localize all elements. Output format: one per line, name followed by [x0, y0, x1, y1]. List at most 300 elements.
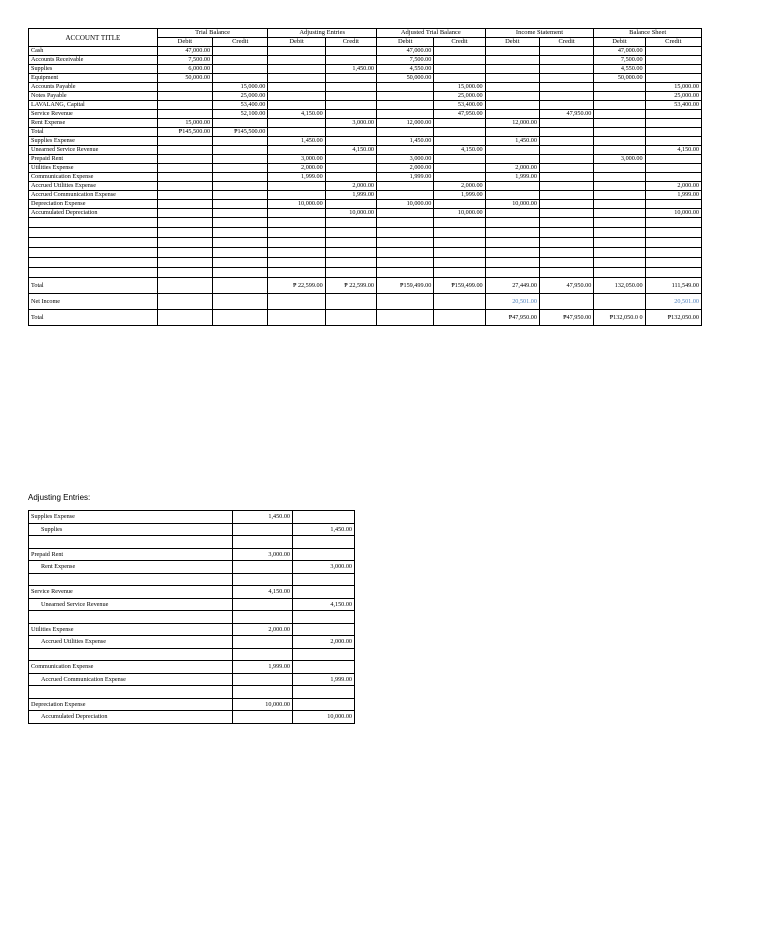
amount-cell: 1,999.00 — [325, 191, 376, 200]
amount-cell — [539, 128, 593, 137]
blank-cell — [539, 268, 593, 278]
account-title-cell: Cash — [29, 47, 158, 56]
amount-cell: 52,100.00 — [213, 110, 268, 119]
amount-cell: 1,450.00 — [325, 65, 376, 74]
amount-cell — [539, 47, 593, 56]
amount-cell — [268, 74, 325, 83]
amount-cell: ₱159,499.00 — [434, 278, 485, 294]
amount-cell — [213, 294, 268, 310]
journal-debit-row — [29, 511, 355, 524]
account-title-cell: Communication Expense — [29, 173, 158, 182]
amount-cell — [325, 200, 376, 209]
account-title-cell: Depreciation Expense — [29, 200, 158, 209]
worksheet-row — [29, 92, 702, 101]
amount-cell: ₱ 22,599.00 — [268, 278, 325, 294]
blank-cell — [213, 238, 268, 248]
amount-cell — [434, 56, 485, 65]
account-title-cell: Prepaid Rent — [29, 155, 158, 164]
amount-cell — [485, 65, 539, 74]
credit-amount-cell: 2,000.00 — [293, 636, 355, 649]
blank-cell — [539, 218, 593, 228]
blank-cell — [594, 228, 645, 238]
amount-cell — [213, 119, 268, 128]
amount-cell: 3,000.00 — [377, 155, 434, 164]
blank-cell — [268, 248, 325, 258]
blank-cell — [157, 268, 212, 278]
credit-amount-cell: 1,999.00 — [293, 673, 355, 686]
amount-cell — [268, 47, 325, 56]
amount-cell: 20,501.00 — [485, 294, 539, 310]
amount-cell: 2,000.00 — [268, 164, 325, 173]
empty-cell — [233, 673, 293, 686]
empty-cell — [233, 561, 293, 574]
journal-blank-row — [29, 611, 355, 624]
amount-cell — [645, 119, 701, 128]
amount-cell — [268, 119, 325, 128]
amount-cell — [268, 83, 325, 92]
blank-cell — [594, 258, 645, 268]
blank-cell — [485, 258, 539, 268]
amount-cell: 12,000.00 — [485, 119, 539, 128]
journal-debit-row — [29, 586, 355, 599]
amount-cell — [434, 173, 485, 182]
amount-cell — [539, 92, 593, 101]
blank-cell — [29, 248, 158, 258]
amount-cell — [434, 164, 485, 173]
amount-cell — [539, 164, 593, 173]
adjusting-entries-header: Adjusting Entries — [268, 29, 377, 38]
account-title-cell: LAVALANG, Capital — [29, 101, 158, 110]
journal-blank-row — [29, 686, 355, 699]
worksheet-row — [29, 110, 702, 119]
blank-cell — [268, 218, 325, 228]
blank-cell — [325, 228, 376, 238]
blank-cell — [157, 258, 212, 268]
amount-cell — [268, 310, 325, 326]
amount-cell — [157, 209, 212, 218]
account-title-cell: Accounts Payable — [29, 83, 158, 92]
amount-cell — [157, 137, 212, 146]
journal-credit-row — [29, 523, 355, 536]
amount-cell: 15,000.00 — [213, 83, 268, 92]
blank-cell — [645, 218, 701, 228]
blank-cell — [645, 268, 701, 278]
journal-blank-row — [29, 536, 355, 549]
credit-account-cell: Accrued Communication Expense — [29, 673, 233, 686]
amount-cell: ₱145,500.00 — [213, 128, 268, 137]
amount-cell — [268, 209, 325, 218]
account-title-cell: Service Revenue — [29, 110, 158, 119]
amount-cell — [539, 101, 593, 110]
credit-column-header: Credit — [434, 38, 485, 47]
empty-cell — [233, 523, 293, 536]
amount-cell — [268, 146, 325, 155]
amount-cell — [539, 119, 593, 128]
amount-cell — [539, 146, 593, 155]
amount-cell — [485, 155, 539, 164]
amount-cell — [325, 110, 376, 119]
amount-cell — [157, 200, 212, 209]
journal-debit-row — [29, 698, 355, 711]
amount-cell — [645, 128, 701, 137]
amount-cell — [325, 164, 376, 173]
amount-cell — [645, 137, 701, 146]
amount-cell — [213, 65, 268, 74]
amount-cell — [325, 83, 376, 92]
amount-cell — [645, 74, 701, 83]
amount-cell: ₱145,500.00 — [157, 128, 212, 137]
amount-cell — [268, 65, 325, 74]
amount-cell: 47,000.00 — [594, 47, 645, 56]
blank-cell — [213, 248, 268, 258]
blank-cell — [157, 248, 212, 258]
trial-balance-header: Trial Balance — [157, 29, 268, 38]
adjusting-entries-table — [28, 510, 355, 724]
amount-cell — [594, 209, 645, 218]
amount-cell — [325, 56, 376, 65]
amount-cell — [377, 128, 434, 137]
amount-cell — [539, 56, 593, 65]
amount-cell — [485, 110, 539, 119]
blank-cell — [645, 258, 701, 268]
empty-cell — [29, 648, 233, 661]
amount-cell — [213, 191, 268, 200]
credit-account-cell: Supplies — [29, 523, 233, 536]
amount-cell: ₱47,950.00 — [539, 310, 593, 326]
worksheet-row — [29, 182, 702, 191]
blank-cell — [434, 268, 485, 278]
blank-cell — [268, 238, 325, 248]
amount-cell — [213, 74, 268, 83]
amount-cell — [213, 56, 268, 65]
amount-cell: 15,000.00 — [645, 83, 701, 92]
amount-cell — [645, 65, 701, 74]
debit-column-header: Debit — [268, 38, 325, 47]
debit-amount-cell: 10,000.00 — [233, 698, 293, 711]
amount-cell: 27,449.00 — [485, 278, 539, 294]
blank-cell — [325, 258, 376, 268]
amount-cell: 50,000.00 — [377, 74, 434, 83]
amount-cell: 2,000.00 — [325, 182, 376, 191]
empty-cell — [233, 686, 293, 699]
blank-cell — [213, 228, 268, 238]
amount-cell — [377, 146, 434, 155]
amount-cell — [645, 200, 701, 209]
amount-cell: 47,000.00 — [377, 47, 434, 56]
amount-cell — [268, 182, 325, 191]
empty-cell — [233, 648, 293, 661]
blank-cell — [377, 238, 434, 248]
blank-cell — [434, 258, 485, 268]
blank-cell — [434, 218, 485, 228]
amount-cell — [213, 164, 268, 173]
amount-cell — [594, 182, 645, 191]
empty-cell — [233, 611, 293, 624]
blank-cell — [157, 238, 212, 248]
amount-cell — [377, 110, 434, 119]
amount-cell: 6,000.00 — [157, 65, 212, 74]
account-title-cell: Unearned Service Revenue — [29, 146, 158, 155]
amount-cell: 3,000.00 — [268, 155, 325, 164]
amount-cell: ₱ 22,599.00 — [325, 278, 376, 294]
credit-amount-cell: 3,000.00 — [293, 561, 355, 574]
account-title-cell: Net Income — [29, 294, 158, 310]
amount-cell — [157, 155, 212, 164]
amount-cell — [594, 92, 645, 101]
amount-cell: 4,550.00 — [377, 65, 434, 74]
amount-cell — [377, 83, 434, 92]
blank-row — [29, 258, 702, 268]
blank-cell — [325, 218, 376, 228]
amount-cell — [594, 173, 645, 182]
amount-cell: 47,950.00 — [434, 110, 485, 119]
amount-cell: ₱159,499.00 — [377, 278, 434, 294]
credit-amount-cell: 1,450.00 — [293, 523, 355, 536]
empty-cell — [233, 536, 293, 549]
blank-cell — [377, 258, 434, 268]
amount-cell: 111,549.00 — [645, 278, 701, 294]
empty-cell — [29, 573, 233, 586]
blank-cell — [213, 268, 268, 278]
amount-cell — [539, 74, 593, 83]
amount-cell: 2,000.00 — [434, 182, 485, 191]
amount-cell — [213, 137, 268, 146]
amount-cell — [434, 128, 485, 137]
total-row — [29, 278, 702, 294]
amount-cell — [434, 47, 485, 56]
worksheet-table — [28, 28, 702, 326]
amount-cell: 15,000.00 — [434, 83, 485, 92]
amount-cell: 47,950.00 — [539, 278, 593, 294]
amount-cell: 1,999.00 — [434, 191, 485, 200]
debit-amount-cell: 3,000.00 — [233, 548, 293, 561]
amount-cell — [485, 182, 539, 191]
blank-cell — [485, 268, 539, 278]
empty-cell — [293, 648, 355, 661]
amount-cell — [325, 101, 376, 110]
empty-cell — [293, 686, 355, 699]
worksheet-row — [29, 155, 702, 164]
net-income-row — [29, 294, 702, 310]
amount-cell: 2,000.00 — [377, 164, 434, 173]
account-title-cell: Total — [29, 310, 158, 326]
amount-cell: 1,450.00 — [377, 137, 434, 146]
amount-cell — [377, 191, 434, 200]
amount-cell: 47,950.00 — [539, 110, 593, 119]
balance-sheet-header: Balance Sheet — [594, 29, 702, 38]
amount-cell — [213, 155, 268, 164]
amount-cell — [485, 191, 539, 200]
amount-cell — [157, 83, 212, 92]
amount-cell — [434, 310, 485, 326]
amount-cell: 7,500.00 — [594, 56, 645, 65]
amount-cell — [434, 155, 485, 164]
credit-amount-cell: 4,150.00 — [293, 598, 355, 611]
amount-cell: 3,000.00 — [594, 155, 645, 164]
account-title-cell: Utilities Expense — [29, 164, 158, 173]
amount-cell — [645, 173, 701, 182]
empty-cell — [29, 611, 233, 624]
account-title-cell: Accumulated Depreciation — [29, 209, 158, 218]
amount-cell: 4,150.00 — [325, 146, 376, 155]
amount-cell: ₱132,050.00 — [645, 310, 701, 326]
amount-cell — [539, 294, 593, 310]
amount-cell: 1,999.00 — [268, 173, 325, 182]
amount-cell: 25,000.00 — [645, 92, 701, 101]
credit-column-header: Credit — [325, 38, 376, 47]
amount-cell — [157, 92, 212, 101]
amount-cell — [594, 110, 645, 119]
debit-account-cell: Supplies Expense — [29, 511, 233, 524]
amount-cell — [485, 56, 539, 65]
amount-cell — [213, 47, 268, 56]
amount-cell — [434, 137, 485, 146]
amount-cell — [213, 182, 268, 191]
amount-cell — [157, 182, 212, 191]
credit-column-header: Credit — [213, 38, 268, 47]
blank-cell — [268, 228, 325, 238]
amount-cell: 10,000.00 — [434, 209, 485, 218]
debit-column-header: Debit — [157, 38, 212, 47]
blank-cell — [213, 218, 268, 228]
blank-cell — [377, 228, 434, 238]
amount-cell — [213, 173, 268, 182]
blank-cell — [213, 258, 268, 268]
worksheet-row — [29, 74, 702, 83]
amount-cell — [485, 128, 539, 137]
amount-cell: 50,000.00 — [594, 74, 645, 83]
amount-cell — [325, 137, 376, 146]
amount-cell: 4,150.00 — [645, 146, 701, 155]
empty-cell — [293, 661, 355, 674]
amount-cell — [539, 173, 593, 182]
amount-cell — [377, 294, 434, 310]
adjusted-trial-balance-header: Adjusted Trial Balance — [377, 29, 486, 38]
empty-cell — [233, 636, 293, 649]
amount-cell — [485, 74, 539, 83]
blank-row — [29, 268, 702, 278]
amount-cell: 3,000.00 — [325, 119, 376, 128]
blank-row — [29, 248, 702, 258]
empty-cell — [293, 698, 355, 711]
blank-cell — [325, 248, 376, 258]
empty-cell — [293, 548, 355, 561]
journal-debit-row — [29, 548, 355, 561]
empty-cell — [293, 511, 355, 524]
journal-credit-row — [29, 636, 355, 649]
empty-cell — [29, 686, 233, 699]
amount-cell: 1,450.00 — [268, 137, 325, 146]
amount-cell — [539, 191, 593, 200]
amount-cell — [539, 155, 593, 164]
blank-cell — [157, 228, 212, 238]
journal-credit-row — [29, 598, 355, 611]
worksheet-body — [29, 47, 702, 326]
amount-cell — [325, 173, 376, 182]
account-title-cell: Total — [29, 278, 158, 294]
worksheet-row — [29, 137, 702, 146]
final-total-row — [29, 310, 702, 326]
amount-cell — [325, 92, 376, 101]
credit-column-header: Credit — [539, 38, 593, 47]
amount-cell — [594, 119, 645, 128]
amount-cell: 15,000.00 — [157, 119, 212, 128]
amount-cell: 25,000.00 — [434, 92, 485, 101]
blank-cell — [645, 248, 701, 258]
amount-cell: ₱132,050.0 0 — [594, 310, 645, 326]
blank-cell — [29, 268, 158, 278]
blank-cell — [594, 238, 645, 248]
worksheet-row — [29, 164, 702, 173]
blank-cell — [485, 238, 539, 248]
journal-debit-row — [29, 661, 355, 674]
amount-cell: 2,000.00 — [485, 164, 539, 173]
blank-row — [29, 228, 702, 238]
amount-cell: 12,000.00 — [377, 119, 434, 128]
amount-cell — [157, 173, 212, 182]
amount-cell: 4,150.00 — [434, 146, 485, 155]
income-statement-header: Income Statement — [485, 29, 594, 38]
amount-cell — [539, 137, 593, 146]
blank-cell — [29, 258, 158, 268]
debit-amount-cell: 1,450.00 — [233, 511, 293, 524]
blank-cell — [539, 258, 593, 268]
amount-cell: 1,999.00 — [645, 191, 701, 200]
account-title-cell: Supplies — [29, 65, 158, 74]
blank-cell — [29, 238, 158, 248]
amount-cell — [434, 74, 485, 83]
amount-cell: 10,000.00 — [325, 209, 376, 218]
empty-cell — [293, 536, 355, 549]
amount-cell — [157, 278, 212, 294]
amount-cell — [157, 110, 212, 119]
blank-cell — [325, 238, 376, 248]
account-title-cell: Accrued Utilities Expense — [29, 182, 158, 191]
account-title-cell: Accrued Communication Expense — [29, 191, 158, 200]
amount-cell — [645, 110, 701, 119]
amount-cell: 7,500.00 — [377, 56, 434, 65]
account-title-cell: Equipment — [29, 74, 158, 83]
blank-cell — [645, 238, 701, 248]
worksheet-row — [29, 101, 702, 110]
amount-cell — [213, 200, 268, 209]
blank-cell — [539, 248, 593, 258]
worksheet-row — [29, 173, 702, 182]
amount-cell — [157, 101, 212, 110]
amount-cell — [485, 101, 539, 110]
journal-blank-row — [29, 573, 355, 586]
credit-column-header: Credit — [645, 38, 701, 47]
amount-cell: 1,450.00 — [485, 137, 539, 146]
empty-cell — [293, 623, 355, 636]
blank-cell — [539, 238, 593, 248]
account-title-cell: Supplies Expense — [29, 137, 158, 146]
amount-cell — [268, 92, 325, 101]
worksheet-row — [29, 146, 702, 155]
amount-cell — [157, 191, 212, 200]
blank-row — [29, 218, 702, 228]
amount-cell — [268, 101, 325, 110]
journal-debit-row — [29, 623, 355, 636]
worksheet-row — [29, 83, 702, 92]
adjusting-entries-body — [29, 511, 355, 724]
amount-cell — [539, 83, 593, 92]
blank-cell — [485, 218, 539, 228]
amount-cell — [268, 128, 325, 137]
amount-cell — [213, 310, 268, 326]
amount-cell: 25,000.00 — [213, 92, 268, 101]
worksheet-row — [29, 200, 702, 209]
